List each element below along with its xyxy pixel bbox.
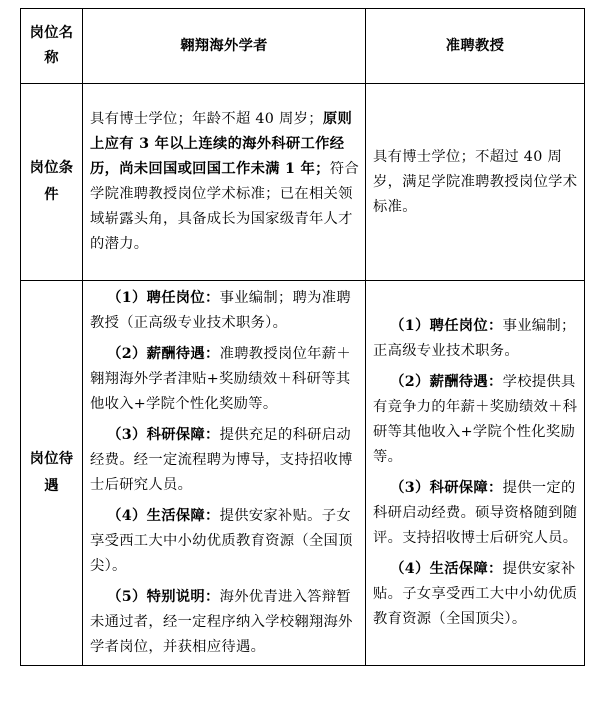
benefit-item-text: 准聘教授岗位年薪＋翱翔海外学者津贴+奖励绩效＋科研等其他收入+学院个性化奖励等。: [90, 346, 351, 412]
conditions-label: 岗位条件: [21, 84, 83, 281]
benefit-item-title: （2）薪酬待遇：: [390, 374, 503, 390]
conditions-text-bold: 原则上应有 3 年以上连续的海外科研工作经历，尚未回国或回国工作未满 1 年；: [90, 111, 353, 177]
benefit-item-text: 提供安家补贴。子女享受西工大中小幼优质教育资源（全国顶尖）。: [373, 561, 578, 627]
benefits-row: [21, 281, 585, 666]
conditions-text-2: 符合学院准聘教授岗位学术标准；已在相关领域崭露头角，具备成长为国家级青年人才的潜力。: [90, 161, 359, 252]
benefit-item-title: （1）聘任岗位：: [107, 290, 220, 306]
benefit-item-title: （5）特别说明：: [107, 589, 220, 605]
benefit-item-text: 事业编制；聘为准聘教授（正高级专业技术职务）。: [90, 290, 351, 331]
benefits-tenure-track-professor: [366, 281, 585, 666]
benefit-item-title: （3）科研保障：: [107, 427, 220, 443]
benefit-item-title: （4）生活保障：: [390, 561, 503, 577]
benefit-item: [373, 314, 578, 364]
benefit-item: [90, 423, 359, 498]
benefit-item-text: 提供一定的科研启动经费。硕导资格随到随评。支持招收博士后研究人员。: [373, 480, 578, 546]
benefit-item-text: 学校提供具有竞争力的年薪＋奖励绩效＋科研等其他收入+学院个性化奖励等。: [373, 374, 578, 465]
benefit-item-text: 提供安家补贴。子女享受西工大中小幼优质教育资源（全国顶尖）。: [90, 508, 353, 574]
conditions-tenure-track-professor: 具有博士学位；不超过 40 周岁，满足学院准聘教授岗位学术标准。: [366, 84, 585, 281]
benefit-item-title: （2）薪酬待遇：: [107, 346, 220, 362]
benefit-item: [90, 585, 359, 660]
benefit-item: [373, 557, 578, 632]
benefit-item: [373, 476, 578, 551]
header-row: [21, 9, 585, 84]
benefit-item-text: 海外优青进入答辩暂未通过者，经一定程序纳入学校翱翔海外学者岗位，并获相应待遇。: [90, 589, 353, 655]
benefit-item: [90, 286, 359, 336]
benefit-item-title: （1）聘任岗位：: [390, 318, 503, 334]
benefit-item-text: 提供充足的科研启动经费。经一定流程聘为博导，支持招收博士后研究人员。: [90, 427, 353, 493]
header-position-name: 岗位名称: [21, 9, 83, 84]
benefits-overseas-scholar: [83, 281, 366, 666]
conditions-overseas-scholar: [83, 84, 366, 281]
conditions-text-1: 具有博士学位；年龄不超 40 周岁；: [90, 111, 323, 127]
benefit-item: [90, 504, 359, 579]
recruitment-table: [20, 8, 585, 666]
benefit-item-title: （4）生活保障：: [107, 508, 220, 524]
benefits-label: 岗位待遇: [21, 281, 83, 666]
header-overseas-scholar: 翱翔海外学者: [83, 9, 366, 84]
conditions-row: [21, 84, 585, 281]
benefit-item: [373, 370, 578, 470]
header-tenure-track-professor: 准聘教授: [366, 9, 585, 84]
benefit-item: [90, 342, 359, 417]
benefit-item-text: 事业编制；正高级专业技术职务。: [373, 318, 576, 359]
benefit-item-title: （3）科研保障：: [390, 480, 503, 496]
